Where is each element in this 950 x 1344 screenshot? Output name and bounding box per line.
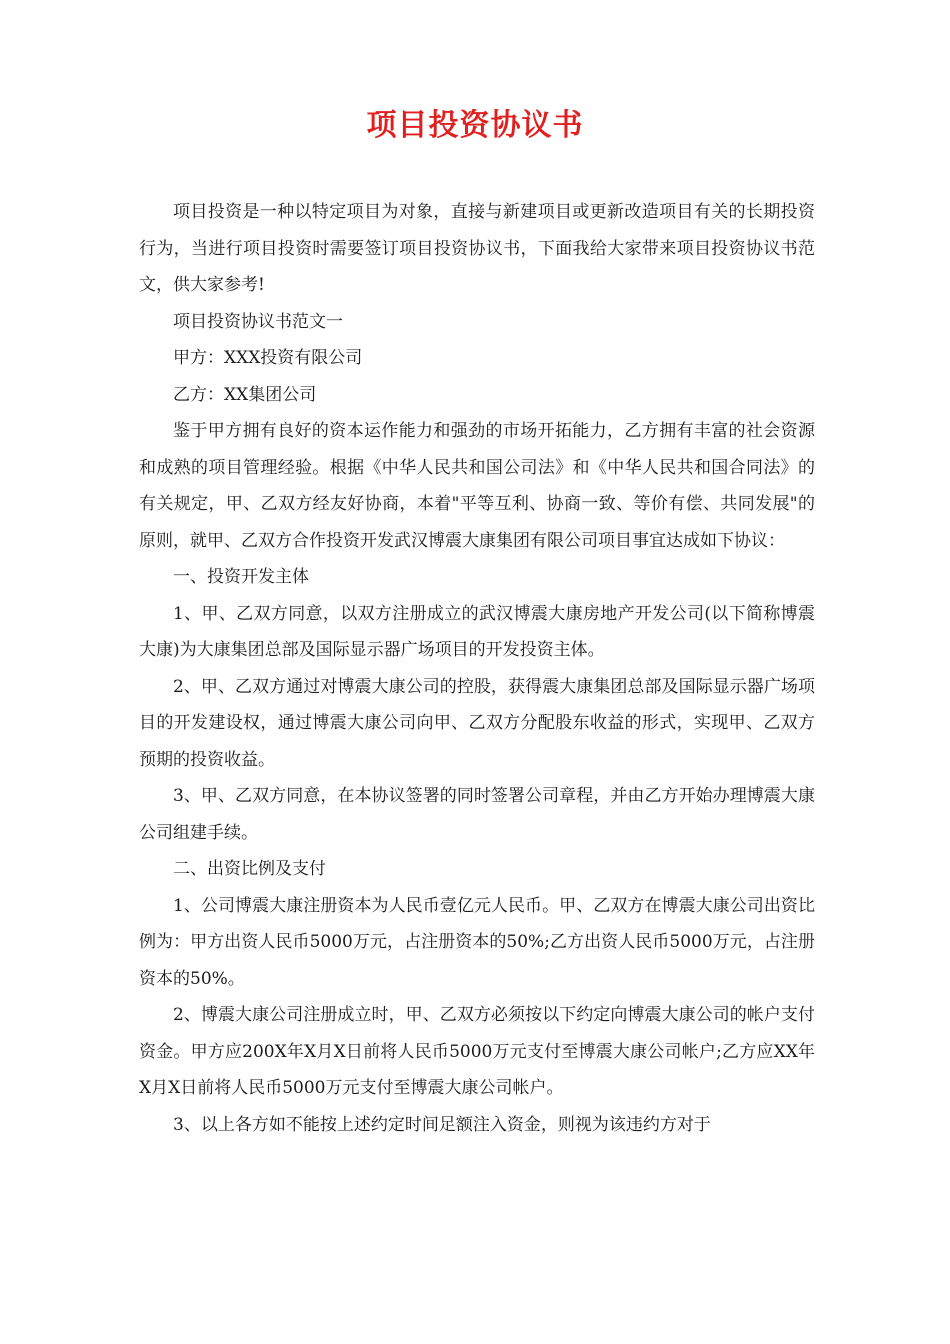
clause-2-2: 2、博震大康公司注册成立时，甲、乙双方必须按以下约定向博震大康公司的帐户支付资金。甲方应200X年X月X日前将人民币5000万元支付至博震大康公司帐户;乙方应XX年X月X日前将人民币5000万元支付至博震大康公司帐户。 <box>139 1005 815 1098</box>
paragraph-party-a: 甲方：XXX投资有限公司 <box>173 348 363 368</box>
document-body <box>139 194 815 1143</box>
document-title: 项目投资协议书 <box>366 108 584 143</box>
clause-1-3: 3、甲、乙双方同意，在本协议签署的同时签署公司章程，并由乙方开始办理博震大康公司组建手续。 <box>139 786 815 843</box>
paragraph-intro: 项目投资是一种以特定项目为对象，直接与新建项目或更新改造项目有关的长期投资行为，当进行项目投资时需要签订项目投资协议书，下面我给大家带来项目投资协议书范文，供大家参考! <box>139 202 815 295</box>
clause-1-1: 1、甲、乙双方同意，以双方注册成立的武汉博震大康房地产开发公司(以下简称博震大康)为大康集团总部及国际显示器广场项目的开发投资主体。 <box>139 603 815 660</box>
paragraph-party-b: 乙方：XX集团公司 <box>173 384 317 405</box>
section-heading-1: 一、投资开发主体 <box>173 567 309 587</box>
paragraph-preamble: 鉴于甲方拥有良好的资本运作能力和强劲的市场开拓能力，乙方拥有丰富的社会资源和成熟的项目管理经验。根据《中华人民共和国公司法》和《中华人民共和国合同法》的有关规定，甲、乙双方经友好协商，本着"平等互利、协商一致、等价有偿、共同发展"的原则，就甲、乙双方合作投资开发武汉博震大康集团有限公司项目事宜达成如下协议： <box>139 421 815 551</box>
paragraph-sample-heading: 项目投资协议书范文一 <box>173 311 343 332</box>
clause-2-1: 1、公司博震大康注册资本为人民币壹亿元人民币。甲、乙双方在博震大康公司出资比例为：甲方出资人民币5000万元，占注册资本的50%;乙方出资人民币5000万元，占注册资本的50%。 <box>139 895 815 989</box>
clause-2-3: 3、以上各方如不能按上述约定时间足额注入资金，则视为该违约方对于 <box>173 1114 711 1135</box>
section-heading-2: 二、出资比例及支付 <box>173 859 326 879</box>
clause-1-2: 2、甲、乙双方通过对博震大康公司的控股，获得震大康集团总部及国际显示器广场项目的开发建设权，通过博震大康公司向甲、乙双方分配股东收益的形式，实现甲、乙双方预期的投资收益。 <box>139 676 815 770</box>
